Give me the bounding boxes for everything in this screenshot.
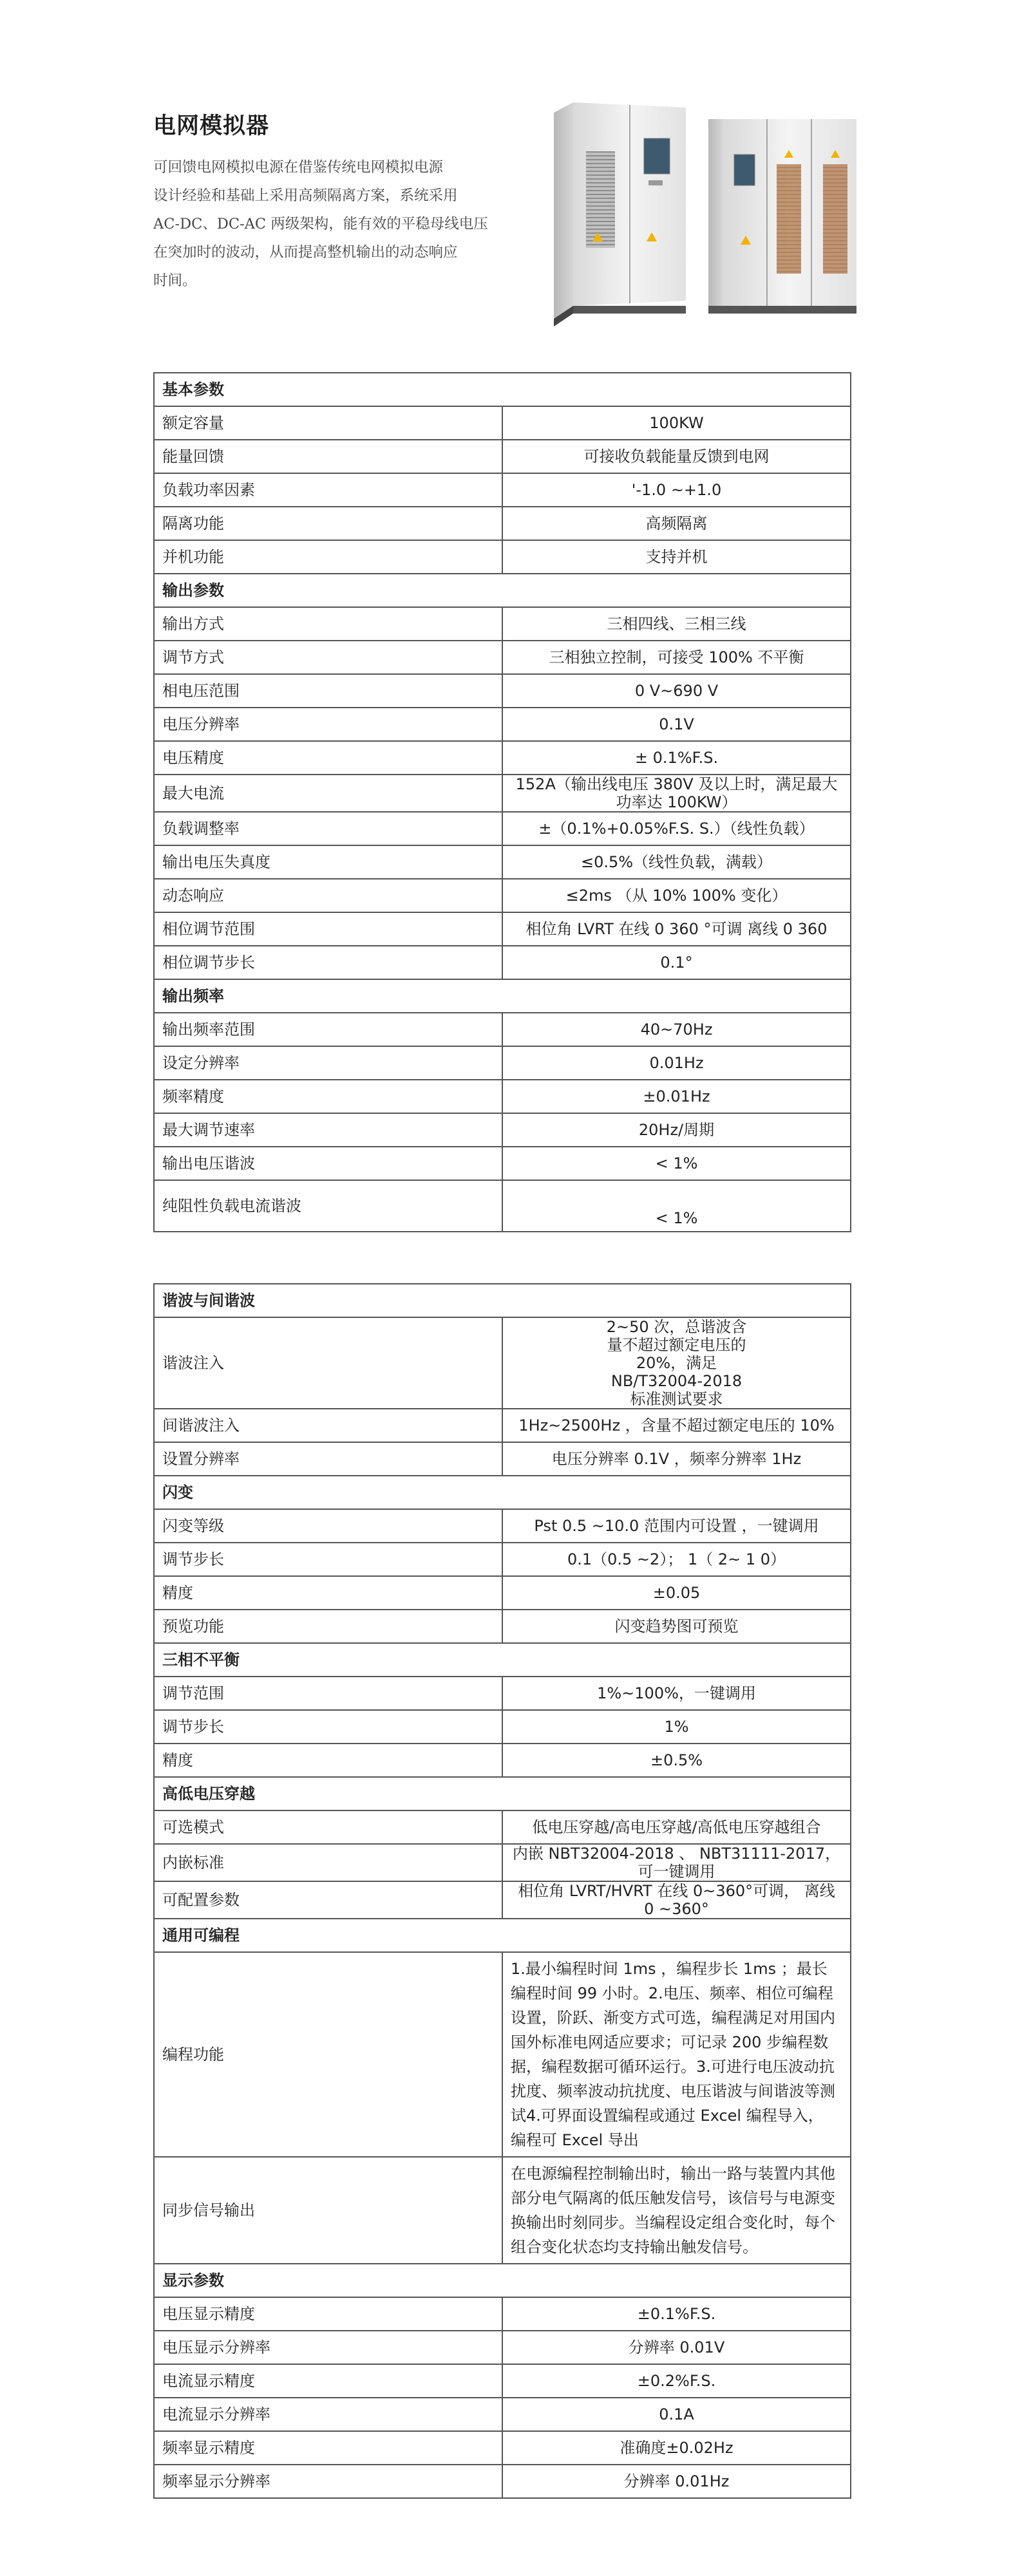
param-name: 额定容量 <box>154 406 502 440</box>
table-row <box>154 1113 851 1147</box>
section-row <box>154 373 851 406</box>
param-name: 预览功能 <box>154 1610 502 1643</box>
param-value: 高频隔离 <box>502 507 851 540</box>
cabinet-right <box>708 119 856 314</box>
param-name: 闪变等级 <box>154 1509 502 1543</box>
param-name: 相电压范围 <box>154 674 502 708</box>
param-value: 三相独立控制，可接受 100% 不平衡 <box>502 641 851 674</box>
param-name: 最大调节速率 <box>154 1113 502 1147</box>
param-value: 1% <box>502 1710 851 1744</box>
param-value: 低电压穿越/高电压穿越/高低电压穿越组合 <box>502 1810 851 1844</box>
param-value: ≤2ms （从 10% 100% 变化） <box>502 879 851 912</box>
param-value: 相位角 LVRT 在线 0 360 °可调 离线 0 360 <box>502 912 851 946</box>
param-name: 并机功能 <box>154 540 502 574</box>
param-name: 输出频率范围 <box>154 1013 502 1046</box>
section-title: 基本参数 <box>154 373 851 406</box>
param-name: 负载调整率 <box>154 812 502 845</box>
table-row <box>154 1543 851 1576</box>
table-row <box>154 741 851 775</box>
param-value: 0.01Hz <box>502 1046 851 1080</box>
param-name: 隔离功能 <box>154 507 502 540</box>
table-row <box>154 1147 851 1180</box>
table-row <box>154 473 851 507</box>
param-value: ±0.01Hz <box>502 1080 851 1113</box>
section-row <box>154 574 851 607</box>
param-name: 调节方式 <box>154 641 502 674</box>
param-name: 输出电压谐波 <box>154 1147 502 1180</box>
section-title: 三相不平衡 <box>154 1643 851 1677</box>
param-name: 间谐波注入 <box>154 1409 502 1442</box>
param-value: ≤0.5%（线性负载，满载） <box>502 845 851 879</box>
table-row <box>154 1710 851 1744</box>
param-value: ±0.05 <box>502 1576 851 1610</box>
section-row <box>154 1476 851 1509</box>
param-name: 电压显示精度 <box>154 2297 502 2331</box>
table-row <box>154 1844 851 1881</box>
table-row <box>154 641 851 674</box>
param-name: 能量回馈 <box>154 440 502 473</box>
section-title: 输出参数 <box>154 574 851 607</box>
param-name: 负载功率因素 <box>154 473 502 507</box>
param-name: 频率显示分辨率 <box>154 2465 502 2498</box>
section-row <box>154 1284 851 1317</box>
section-title: 显示参数 <box>154 2264 851 2297</box>
param-value: ±0.2%F.S. <box>502 2364 851 2398</box>
param-name: 同步信号输出 <box>154 2157 502 2264</box>
param-value: < 1% <box>502 1147 851 1180</box>
param-value: 1%~100%，一键调用 <box>502 1677 851 1710</box>
section-row <box>154 979 851 1013</box>
table-row <box>154 540 851 574</box>
param-name: 设定分辨率 <box>154 1046 502 1080</box>
param-name: 纯阻性负载电流谐波 <box>154 1180 502 1232</box>
param-value: 40~70Hz <box>502 1013 851 1046</box>
param-value: 闪变趋势图可预览 <box>502 1610 851 1643</box>
section-row <box>154 1919 851 1952</box>
param-value: 0.1° <box>502 946 851 979</box>
section-row <box>154 2264 851 2297</box>
param-value: 内嵌 NBT32004-2018 、 NBT31111-2017，可一键调用 <box>502 1844 851 1881</box>
param-name: 精度 <box>154 1576 502 1610</box>
section-title: 谐波与间谐波 <box>154 1284 851 1317</box>
table-row <box>154 1744 851 1777</box>
param-value: Pst 0.5 ~10.0 范围内可设置 ，一键调用 <box>502 1509 851 1543</box>
param-value: ±0.5% <box>502 1744 851 1777</box>
param-name: 相位调节步长 <box>154 946 502 979</box>
param-name: 动态响应 <box>154 879 502 912</box>
param-name: 精度 <box>154 1744 502 1777</box>
table-row <box>154 440 851 473</box>
intro-paragraph <box>153 153 540 295</box>
table-row <box>154 406 851 440</box>
table-row <box>154 1180 851 1232</box>
param-value: '-1.0 ~+1.0 <box>502 473 851 507</box>
table-row <box>154 1013 851 1046</box>
param-name: 输出方式 <box>154 607 502 641</box>
param-name: 设置分辨率 <box>154 1442 502 1476</box>
section-title: 输出频率 <box>154 979 851 1013</box>
param-name: 电压显示分辨率 <box>154 2331 502 2364</box>
table-row <box>154 1952 851 2157</box>
param-name: 调节步长 <box>154 1543 502 1576</box>
table-row <box>154 708 851 741</box>
param-name: 相位调节范围 <box>154 912 502 946</box>
param-value: 分辨率 0.01V <box>502 2331 851 2364</box>
param-name: 电流显示精度 <box>154 2364 502 2398</box>
param-value: 分辨率 0.01Hz <box>502 2465 851 2498</box>
intro-line: AC-DC、DC-AC 两级架构，能有效的平稳母线电压 <box>153 216 488 232</box>
param-name: 内嵌标准 <box>154 1844 502 1881</box>
table-row <box>154 674 851 708</box>
param-name: 调节范围 <box>154 1677 502 1710</box>
table-row <box>154 2398 851 2431</box>
param-name: 调节步长 <box>154 1710 502 1744</box>
table-row <box>154 845 851 879</box>
section-row <box>154 1643 851 1677</box>
intro-line: 时间。 <box>153 272 197 289</box>
table-row <box>154 2364 851 2398</box>
param-value: 三相四线、三相三线 <box>502 607 851 641</box>
cabinet-left <box>554 102 686 326</box>
table-row <box>154 2465 851 2498</box>
param-name: 频率精度 <box>154 1080 502 1113</box>
param-value: 在电源编程控制输出时，输出一路与装置内其他部分电气隔离的低压触发信号，该信号与电源变换输出时刻同步。当编程设定组合变化时，每个组合变化状态均支持输出触发信号。 <box>502 2157 851 2264</box>
spec-table-basic <box>153 372 851 1232</box>
param-value: 100KW <box>502 406 851 440</box>
page-title: 电网模拟器 <box>153 113 270 139</box>
param-name: 编程功能 <box>154 1952 502 2157</box>
param-value: 1.最小编程时间 1ms ，编程步长 1ms ；最长编程时间 99 小时。2.电压、频率、相位可编程设置，阶跃、渐变方式可选，编程满足对用国内国外标准电网适应要求；可记录 200 步编程数据，编程数据可循环运行。3.可进行电压波动抗扰度、频率波动抗扰度、电压谐波与间谐波等测试4.可界面设置编程或通过 Excel 编程导入， 编程可 Excel 导出 <box>502 1952 851 2157</box>
param-value: 20Hz/周期 <box>502 1113 851 1147</box>
table-row <box>154 1409 851 1442</box>
table-row <box>154 1576 851 1610</box>
table-row <box>154 1080 851 1113</box>
table-row <box>154 507 851 540</box>
param-value: 支持并机 <box>502 540 851 574</box>
param-value: 准确度±0.02Hz <box>502 2431 851 2465</box>
param-name: 可选模式 <box>154 1810 502 1844</box>
param-value: < 1% <box>502 1180 851 1232</box>
param-name: 电流显示分辨率 <box>154 2398 502 2431</box>
table-row <box>154 1046 851 1080</box>
section-title: 闪变 <box>154 1476 851 1509</box>
table-row <box>154 2431 851 2465</box>
intro-line: 可回馈电网模拟电源在借鉴传统电网模拟电源 <box>153 159 444 176</box>
param-value: 相位角 LVRT/HVRT 在线 0~360°可调， 离线 0 ~360° <box>502 1881 851 1919</box>
param-value: 0.1A <box>502 2398 851 2431</box>
param-value: ±0.1%F.S. <box>502 2297 851 2331</box>
param-value: ±（0.1%+0.05%F.S. S.）（线性负载） <box>502 812 851 845</box>
param-name: 频率显示精度 <box>154 2431 502 2465</box>
table-row <box>154 1881 851 1919</box>
section-title: 高低电压穿越 <box>154 1777 851 1810</box>
param-value: 2~50 次，总谐波含量不超过额定电压的 20%，满足 NB/T32004-2018 标准测试要求 <box>502 1317 851 1409</box>
intro-line: 在突加时的波动，从而提高整机输出的动态响应 <box>153 244 458 261</box>
param-value: 可接收负载能量反馈到电网 <box>502 440 851 473</box>
table-row <box>154 946 851 979</box>
param-name: 谐波注入 <box>154 1317 502 1409</box>
table-row <box>154 2157 851 2264</box>
table-row <box>154 1442 851 1476</box>
param-value: 1Hz~2500Hz ，含量不超过额定电压的 10% <box>502 1409 851 1442</box>
param-name: 最大电流 <box>154 775 502 812</box>
param-name: 电压精度 <box>154 741 502 775</box>
param-name: 可配置参数 <box>154 1881 502 1919</box>
section-row <box>154 1777 851 1810</box>
section-title: 通用可编程 <box>154 1919 851 1952</box>
intro-line: 设计经验和基础上采用高频隔离方案，系统采用 <box>153 187 458 204</box>
table-row <box>154 1610 851 1643</box>
param-value: 0.1（0.5 ~2）； 1（ 2~ 1 0） <box>502 1543 851 1576</box>
param-value: 152A（输出线电压 380V 及以上时，满足最大功率达 100KW） <box>502 775 851 812</box>
spec-table-advanced <box>153 1283 851 2499</box>
table-row <box>154 607 851 641</box>
param-value: 0.1V <box>502 708 851 741</box>
param-value: 电压分辨率 0.1V ，频率分辨率 1Hz <box>502 1442 851 1476</box>
table-row <box>154 1677 851 1710</box>
table-row <box>154 879 851 912</box>
table-row <box>154 1810 851 1844</box>
product-image <box>547 93 863 338</box>
param-name: 电压分辨率 <box>154 708 502 741</box>
table-row <box>154 1317 851 1409</box>
table-row <box>154 912 851 946</box>
param-value: ± 0.1%F.S. <box>502 741 851 775</box>
table-row <box>154 2297 851 2331</box>
table-row <box>154 2331 851 2364</box>
table-row <box>154 812 851 845</box>
param-value: 0 V~690 V <box>502 674 851 708</box>
table-row <box>154 775 851 812</box>
param-name: 输出电压失真度 <box>154 845 502 879</box>
table-row <box>154 1509 851 1543</box>
